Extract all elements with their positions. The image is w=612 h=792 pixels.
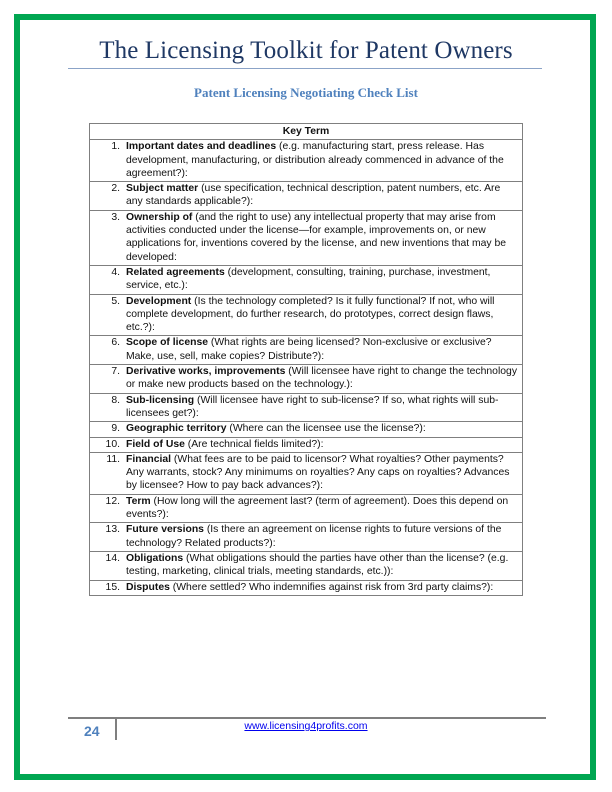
item-term: Term <box>126 495 151 507</box>
item-number: 5. <box>111 295 120 307</box>
item-number: 1. <box>111 141 120 153</box>
table-row <box>90 265 523 294</box>
item-term: Derivative works, improvements <box>126 366 286 378</box>
item-term: Development <box>126 295 192 307</box>
item-term: Subject matter <box>126 183 199 195</box>
item-term: Sub-licensing <box>126 394 195 406</box>
item-number: 10. <box>105 438 120 450</box>
item-text <box>126 295 518 335</box>
key-term-cell <box>90 294 523 336</box>
table-row <box>90 393 523 422</box>
table-row <box>90 422 523 437</box>
item-text <box>126 336 518 363</box>
item-description: (How long will the agreement last? (term of agreement). Does this depend on events?): <box>126 495 509 521</box>
item-text <box>126 266 518 293</box>
item-term: Financial <box>126 453 172 465</box>
item-text <box>126 365 518 392</box>
table-header-row <box>90 124 523 140</box>
item-number: 11. <box>106 453 120 465</box>
item-text <box>126 453 518 493</box>
item-term: Obligations <box>126 552 184 564</box>
item-description: (What obligations should the parties have other than the license? (e.g. testing, marketing, clinical trials, meeting standards, etc.)): <box>126 552 509 578</box>
key-term-cell <box>90 422 523 437</box>
item-term: Geographic territory <box>126 423 227 435</box>
item-number: 8. <box>111 394 120 406</box>
table-row <box>90 294 523 336</box>
table-row <box>90 452 523 494</box>
item-number: 2. <box>111 183 120 195</box>
item-description: (Where settled? Who indemnifies against risk from 3rd party claims?): <box>169 581 494 593</box>
key-term-cell <box>90 437 523 452</box>
table-row <box>90 182 523 211</box>
item-text <box>126 422 518 435</box>
item-description: (Are technical fields limited?): <box>184 438 324 450</box>
item-text <box>126 438 518 451</box>
table-row <box>90 494 523 523</box>
table-row <box>90 365 523 394</box>
item-description: (e.g. manufacturing start, press release. Has development, manufacturing, or distribution already commenced in advance of the agreement?): <box>126 141 504 179</box>
table-row <box>90 210 523 265</box>
item-number: 13. <box>105 524 120 536</box>
item-description: (What rights are being licensed? Non-exclusive or exclusive? Make, use, sell, make copies? Distribute?): <box>126 337 492 362</box>
table-row <box>90 437 523 452</box>
item-number: 3. <box>111 211 120 223</box>
table-row <box>90 336 523 365</box>
key-terms-table <box>89 123 523 596</box>
key-term-cell <box>90 523 523 552</box>
key-term-cell <box>90 265 523 294</box>
page-number: 24 <box>84 723 100 739</box>
item-number: 6. <box>111 337 120 349</box>
table-row <box>90 551 523 580</box>
item-description: (use specification, technical description, patent numbers, etc. Are any standards applicable?): <box>126 183 501 208</box>
item-description: (Will licensee have right to change the technology or make new products based on the technology.): <box>126 366 518 391</box>
item-description: (Is there an agreement on license rights to future versions of the technology? Related products?): <box>126 524 502 549</box>
key-term-cell <box>90 182 523 211</box>
item-description: (What fees are to be paid to licensor? What royalties? Other payments? Any warrants, stock? Any minimums on royalties? Any caps on royalties? Advances by licensee? How to pay back advances?): <box>126 453 510 492</box>
item-number: 7. <box>111 366 120 378</box>
document-title: The Licensing Toolkit for Patent Owners <box>99 37 513 64</box>
item-number: 9. <box>111 423 120 435</box>
item-term: Field of Use <box>126 438 185 450</box>
key-term-cell <box>90 365 523 394</box>
item-description: (Is the technology completed? Is it fully functional? If not, who will complete development, do further research, do prototypes, correct design flaws, etc.?): <box>126 295 495 334</box>
item-text <box>126 552 518 579</box>
item-term: Future versions <box>126 524 204 536</box>
column-header-key-term: Key Term <box>90 124 523 140</box>
key-term-cell <box>90 494 523 523</box>
item-text <box>126 495 518 522</box>
item-number: 14. <box>105 552 120 564</box>
table-row <box>90 580 523 595</box>
checklist-subtitle: Patent Licensing Negotiating Check List <box>194 85 418 100</box>
item-number: 12. <box>105 495 120 507</box>
key-term-cell <box>90 210 523 265</box>
table-row <box>90 140 523 182</box>
table-body <box>90 140 523 596</box>
key-term-cell <box>90 551 523 580</box>
item-term: Ownership of <box>126 211 193 223</box>
key-term-cell <box>90 452 523 494</box>
key-term-cell <box>90 393 523 422</box>
item-term: Important dates and deadlines <box>126 141 277 153</box>
website-link[interactable]: www.licensing4profits.com <box>244 720 368 732</box>
item-term: Scope of license <box>126 337 208 349</box>
item-description: (Will licensee have right to sub-license? If so, what rights will sub-licensees get?): <box>126 394 499 419</box>
title-divider <box>68 68 542 69</box>
item-number: 4. <box>111 266 120 278</box>
item-term: Disputes <box>126 581 170 593</box>
item-text <box>126 211 518 264</box>
footer-divider <box>68 717 546 719</box>
item-description: (development, consulting, training, purchase, investment, service, etc.): <box>126 266 491 292</box>
table-row <box>90 523 523 552</box>
item-text <box>126 140 518 180</box>
item-text <box>126 182 518 209</box>
item-text <box>126 394 518 421</box>
item-number: 15. <box>105 581 120 593</box>
key-term-cell <box>90 580 523 595</box>
item-description: (and the right to use) any intellectual property that may arise from activities conducted under the license—for example, improvements on, or new applications for, inventions covered by the license, and new inventions that may be developed: <box>126 211 507 263</box>
item-description: (Where can the licensee use the license?): <box>226 423 426 435</box>
item-term: Related agreements <box>126 266 225 278</box>
key-term-cell <box>90 140 523 182</box>
item-text <box>126 581 518 594</box>
item-text <box>126 523 518 550</box>
key-term-cell <box>90 336 523 365</box>
